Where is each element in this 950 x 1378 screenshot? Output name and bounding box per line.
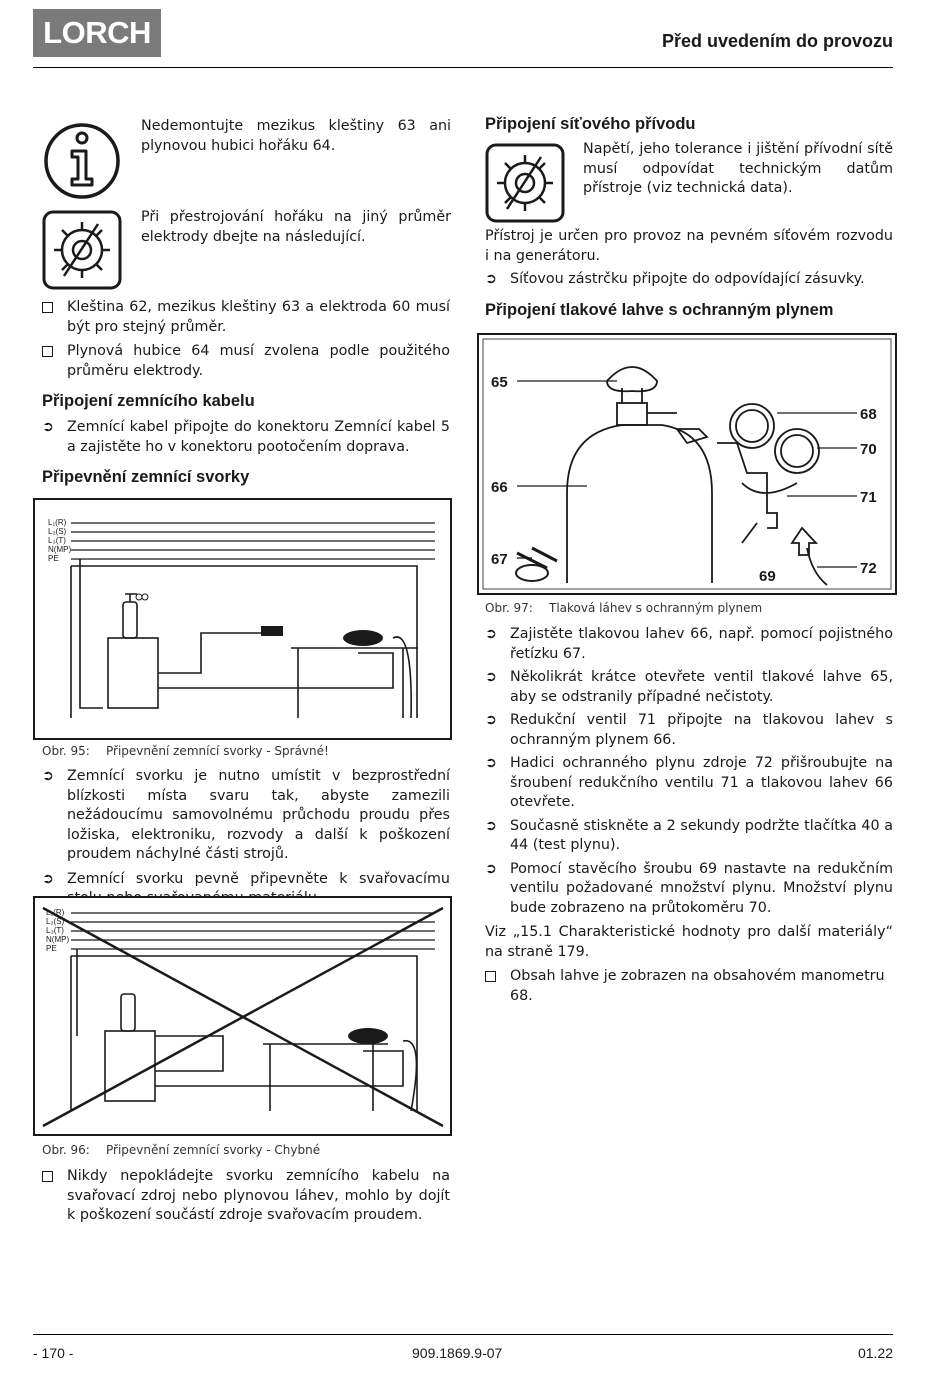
mains-para: Přístroj je určen pro provoz na pevném síťovém rozvodu i na generátoru. xyxy=(485,228,893,264)
arrow-icon: ➲ xyxy=(485,860,497,877)
line-label: L₂(S) xyxy=(46,917,65,926)
part-label: 67 xyxy=(491,551,508,568)
document-date: 01.22 xyxy=(857,1345,893,1361)
section-heading: Připevnění zemnící svorky xyxy=(42,468,250,486)
lorch-logo: LORCH xyxy=(33,9,161,57)
figure-97 xyxy=(477,333,897,595)
section-heading: Připojení síťového přívodu xyxy=(485,115,696,133)
list-item: ➲ Zemnící svorku je nutno umístit v bezprostřední blízkosti místa svaru tak, abyste zamezili nežádoucímu samovolnému průchodu proudu přes ložiska, elektroniku, rozvody a další k poškození proudem náchylné části strojů. xyxy=(42,768,450,862)
part-label: 70 xyxy=(860,441,877,458)
checkbox-icon xyxy=(42,302,53,313)
list-item: ➲ Pomocí stavěcího šroubu 69 nastavte na redukčním ventilu požadované množství plynu. Množství plynu bude zobrazeno na průtokoměru 70. xyxy=(485,860,893,916)
gear-icon xyxy=(485,143,565,223)
list-item: Kleština 62, mezikus kleštiny 63 a elektroda 60 musí být pro stejný průměr. xyxy=(42,298,450,337)
list-item: Obsah lahve je zobrazen na obsahovém manometru 68. xyxy=(485,967,893,1006)
list-item: ➲ Současně stiskněte a 2 sekundy podržte tlačítka 40 a 44 (test plynu). xyxy=(485,817,893,853)
line-label: L₂(S) xyxy=(48,527,67,536)
footer-rule xyxy=(33,1334,893,1335)
section-heading: Připojení zemnícího kabelu xyxy=(42,392,255,410)
list-item: ➲ Zemnící kabel připojte do konektoru Zemnící kabel 5 a zajistěte ho v konektoru pootočením doprava. xyxy=(42,419,450,455)
line-label: PE xyxy=(46,944,57,953)
header-rule xyxy=(33,67,893,68)
page-title: Před uvedením do provozu xyxy=(661,31,893,51)
arrow-icon: ➲ xyxy=(42,768,54,784)
arrow-icon: ➲ xyxy=(485,755,497,771)
gear-icon xyxy=(42,210,122,290)
document-number: 909.1869.9-07 xyxy=(412,1345,503,1361)
part-label: 72 xyxy=(860,560,877,577)
section-heading: Připojení tlakové lahve s ochranným plynem xyxy=(485,301,834,319)
list-item: Plynová hubice 64 musí zvolena podle použitého průměru elektrody. xyxy=(42,342,450,381)
list-item: ➲ Zajistěte tlakovou lahev 66, např. pomocí pojistného řetízku 67. xyxy=(485,626,893,662)
checkbox-icon xyxy=(42,346,53,357)
line-label: N(MP) xyxy=(46,935,70,944)
arrow-icon: ➲ xyxy=(485,669,497,685)
page-number: - 170 - xyxy=(33,1345,74,1361)
figure-95 xyxy=(33,498,452,740)
list-item: ➲ Zemnící svorku pevně připevněte k svařovacímu xyxy=(42,870,450,909)
list-item: ➲ Redukční ventil 71 připojte na tlakovou lahev s ochranným plynem 66. xyxy=(485,712,893,748)
line-label: L₁(R) xyxy=(48,518,67,527)
checkbox-icon xyxy=(485,971,496,982)
arrow-icon: ➲ xyxy=(485,271,497,287)
reference-para: Viz „15.1 Charakteristické hodnoty pro další materiály“ na straně 179. xyxy=(485,924,893,960)
mains-note: Napětí, jeho tolerance i jištění přívodní sítě musí odpovídat technickým datům přístroje (viz technická data). xyxy=(583,141,893,196)
arrow-icon: ➲ xyxy=(42,870,54,887)
line-label: L₁(R) xyxy=(46,908,65,917)
line-label: N(MP) xyxy=(48,545,72,554)
checkbox-icon xyxy=(42,1171,53,1182)
figure-caption: Obr. 95: Připevnění zemnící svorky - Správné! xyxy=(42,744,329,758)
arrow-icon: ➲ xyxy=(485,626,497,642)
figure-caption: Obr. 97: Tlaková láhev s ochranným plynem xyxy=(485,601,763,615)
list-item: ➲ Síťovou zástrčku připojte do odpovídající zásuvky. xyxy=(485,270,893,290)
arrow-icon: ➲ xyxy=(42,419,54,435)
line-label: L₃(T) xyxy=(46,926,64,935)
part-label: 65 xyxy=(491,374,508,391)
part-label: 69 xyxy=(759,568,776,585)
figure-96 xyxy=(33,896,452,1136)
part-label: 68 xyxy=(860,406,877,423)
gear-note: Při přestrojování hořáku na jiný průměr elektrody dbejte na následující. xyxy=(141,209,451,245)
part-label: 66 xyxy=(491,479,508,496)
list-item: ➲ Hadici ochranného plynu zdroje 72 přišroubujte na šroubení redukčního ventilu 71 a tlakovou lahev 66 otevřete. xyxy=(485,755,893,810)
line-label: L₃(T) xyxy=(48,536,66,545)
arrow-icon: ➲ xyxy=(485,712,497,728)
part-label: 71 xyxy=(860,489,877,506)
arrow-icon: ➲ xyxy=(485,817,497,834)
list-item: Nikdy nepokládejte svorku zemnícího kabelu na svařovací zdroj nebo plynovou láhev, mohlo by dojít k poškození součástí zdroje svařovacím proudem. xyxy=(42,1167,450,1226)
figure-caption: Obr. 96: Připevnění zemnící svorky - Chybné xyxy=(42,1143,321,1157)
info-icon xyxy=(42,121,122,201)
list-item: ➲ Několikrát krátce otevřete ventil tlakové lahve 65, aby se odstranily případné nečistoty. xyxy=(485,669,893,705)
info-note: Nedemontujte mezikus kleštiny 63 ani plynovou hubici hořáku 64. xyxy=(141,118,451,154)
line-label: PE xyxy=(48,554,59,563)
